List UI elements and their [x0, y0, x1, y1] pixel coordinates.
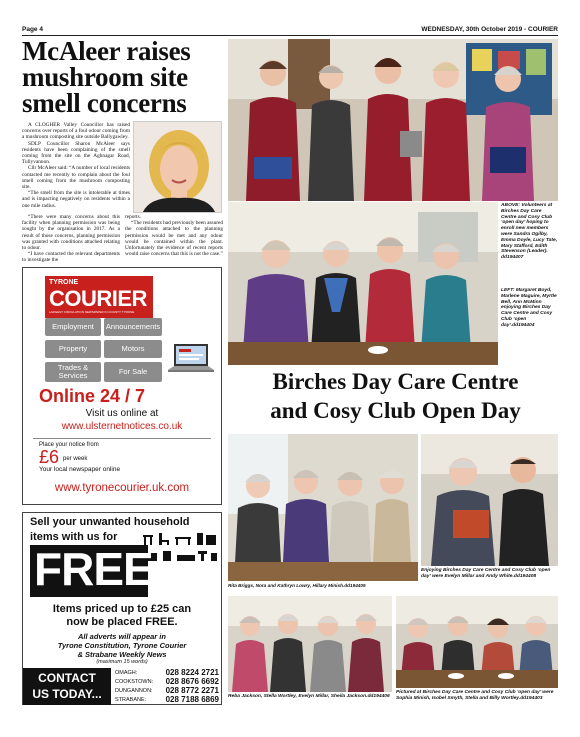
office-row	[115, 668, 219, 677]
photo-volunteers	[228, 39, 558, 201]
priced-line-1: Items priced up to £25 can	[52, 603, 192, 615]
tile-announcements: Announcements	[104, 318, 162, 336]
issue-date: WEDNESDAY, 30th October 2019 - COURIER	[421, 26, 558, 33]
sell-items-advert	[22, 512, 222, 705]
caption-enjoying: Enjoying Birches Day Care Centre and Cosy Club ‘open day’ were Evelyn Millar and Andy White.dd194408	[421, 568, 551, 579]
office-town: STRABANE:	[115, 696, 147, 703]
photo-reba-jackson	[228, 596, 392, 692]
tile-motors: Motors	[104, 340, 162, 358]
office-phone[interactable]: 028 7188 6869	[165, 695, 219, 704]
visit-us-online: Visit us online at	[85, 408, 159, 419]
place-notice-label: Place your notice from	[39, 442, 99, 448]
article-para-2: SDLP Councillor Sharon McAleer says residents have been complaining of the smell coming from the site on the Aghnagar Road, Tullyvannon.	[22, 140, 130, 166]
adverts-line-2: Tyrone Constitution, Tyrone Courier	[57, 641, 187, 650]
tile-property: Property	[45, 340, 101, 358]
caption-pictured: Pictured at Birches Day Care Centre and Cosy Club ‘open day’ were Sophia Minish, Isobel Smyth, Stella and Billy Wortley.dd194403	[396, 690, 554, 701]
free-label: FREE	[34, 543, 153, 595]
page-number: Page 4	[22, 26, 43, 33]
tile-trades-services: Trades & Services	[45, 362, 101, 382]
notices-url[interactable]: www.ulsternetnotices.co.uk	[61, 421, 183, 432]
article-headline	[22, 38, 226, 116]
advert-divider	[33, 438, 211, 439]
councillor-portrait	[133, 121, 222, 213]
photo-sophia-minish	[396, 596, 558, 688]
per-week-label: per week	[63, 456, 88, 462]
office-phone[interactable]: 028 8224 2721	[165, 668, 219, 677]
photo-rita-briggs	[228, 434, 418, 581]
article-para-3: Cllr McAleer said: “A number of local residents contacted me recently to complain about the foul smell coming from the mushroom composting site.	[22, 165, 130, 191]
office-town: COOKSTOWN:	[115, 678, 154, 685]
article-col2-b: “The residents had previously been assured the conditions attached to the planning permission would be met and any odour would be contained within the plant. Unfortunately the evidence of recent reports would raise concerns that this is not the case.”	[125, 220, 223, 258]
notice-price: £6	[39, 447, 60, 467]
sell-headline-2: items with us for	[30, 531, 118, 543]
online-24-7: Online 24 / 7	[39, 386, 146, 406]
feature-title	[233, 367, 558, 425]
free-banner	[30, 543, 153, 597]
contact-box	[23, 668, 111, 705]
feature-title-1: Birches Day Care Centre	[272, 369, 519, 394]
article-body-top	[22, 122, 130, 209]
sell-headline-1: Sell your unwanted household	[30, 516, 190, 528]
tile-for-sale: For Sale	[104, 362, 162, 382]
laptop-icon	[166, 342, 216, 376]
article-body-right	[125, 214, 223, 257]
photo-evelyn-andy	[421, 434, 558, 566]
caption-reba: Reba Jackson, Stella Wortley, Evelyn Millar, Sheila Jackson.dd194406	[228, 694, 390, 699]
max-words: (maximum 15 words)	[96, 659, 148, 665]
article-body-left	[22, 214, 120, 264]
caption-above: ABOVE: Volunteers at Birches Day Care Centre and Cosy Club ‘open day’ hoping to enroll new members were Sandra Ogilby, Emma Doyle, Lucy Tate, Mary Stafford, Edith Stevenson (Leader). dd194407	[501, 203, 558, 261]
logo-courier: COURIER	[49, 286, 147, 311]
logo-tyrone: TYRONE	[49, 279, 79, 286]
caption-rita: Rita Briggs, Nora and Kathryn Lowry, Hillary Minish.dd194405	[228, 583, 366, 588]
headline-line-2: mushroom site	[22, 62, 188, 92]
adverts-line-3: & Strabane Weekly News	[77, 650, 167, 659]
page-masthead	[22, 24, 558, 36]
article-lead: A CLOGHER Valley Councillor has raised concerns over reports of a foul odour coming from a mushroom composting site outside Ballygawley.	[22, 122, 130, 141]
photo-seated-group	[228, 202, 498, 365]
caption-left: LEFT: Margaret Boyd, Marlene Maguire, Myrtle Bell, Ann McMinn enjoying Birches Day Care Centre and Cosy Club ‘open day’.dd194404	[501, 288, 557, 328]
article-para-4: “The smell from the site is intolerable at times and is impacting negatively on residents within a one mile radius.	[22, 190, 130, 209]
office-row	[115, 695, 219, 704]
furniture-icons	[141, 531, 219, 567]
article-col2-a: reports.	[125, 214, 142, 220]
courier-url[interactable]: www.tyronecourier.uk.com	[54, 482, 190, 494]
article-para-6: “I have contacted the relevant departments to investigate the	[22, 251, 120, 264]
feature-title-2: and Cosy Club Open Day	[270, 398, 521, 423]
office-town: OMAGH:	[115, 669, 138, 676]
office-row	[115, 677, 219, 686]
adverts-line-1: All adverts will appear in	[78, 632, 166, 641]
headline-line-1: McAleer raises	[22, 36, 191, 66]
office-row	[115, 686, 219, 695]
office-phone-list	[115, 668, 219, 704]
contact-label-2: US TODAY...	[32, 687, 102, 701]
logo-tagline: LARGEST CIRCULATION NEWSPAPER IN COUNTY TYRONE	[49, 310, 135, 314]
tile-employment: Employment	[45, 318, 101, 336]
office-phone[interactable]: 028 8676 6692	[165, 677, 219, 686]
article-para-5: “There were many concerns about this facility when planning permission was being sought by the organisation in 2017. As a result of those concerns, planning permission was granted with conditions attached relating to odour.	[22, 214, 120, 252]
priced-line-2: now be placed FREE.	[66, 616, 178, 628]
courier-notices-advert	[22, 267, 222, 505]
office-town: DUNGANNON:	[115, 687, 153, 694]
headline-line-3: smell concerns	[22, 88, 187, 118]
courier-logo	[45, 276, 153, 318]
local-online-label: Your local newspaper online	[39, 466, 121, 473]
contact-label-1: CONTACT	[38, 671, 96, 685]
office-phone[interactable]: 028 8772 2271	[165, 686, 219, 695]
